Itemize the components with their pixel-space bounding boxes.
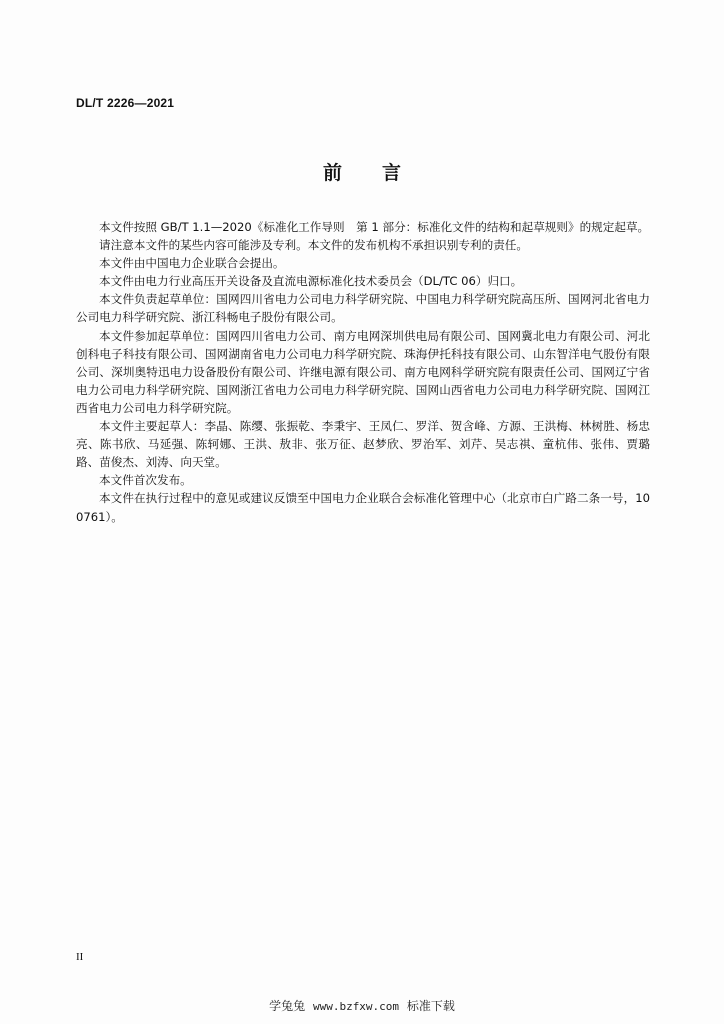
- watermark-site-name: 学兔兔: [269, 999, 306, 1013]
- paragraph: 本文件由中国电力企业联合会提出。: [99, 256, 285, 271]
- watermark-tagline: 标准下载: [406, 999, 455, 1013]
- watermark-url[interactable]: www.bzfxw.com: [312, 1000, 400, 1013]
- paragraph: 本文件按照 GB/T 1.1—2020《标准化工作导则 第 1 部分：标准化文件的结构和起草规则》的规定起草。: [99, 220, 650, 234]
- paragraph: 本文件在执行过程中的意见或建议反馈至中国电力企业联合会标准化管理中心（北京市白广路二条一号，100761）。: [76, 491, 650, 524]
- paragraph: 本文件主要起草人：李晶、陈缨、张振乾、李秉宇、王凤仁、罗洋、贺含峰、方源、王洪梅、林树胜、杨忠亮、陈书欣、马延强、陈轲娜、王洪、敖非、张万征、赵梦欣、罗治军、刘芹、吴志祺、童杭伟、张伟、贾璐路、苗俊杰、刘涛、向天堂。: [76, 419, 650, 470]
- paragraph: 本文件负责起草单位：国网四川省电力公司电力科学研究院、中国电力科学研究院高压所、国网河北省电力公司电力科学研究院、浙江科畅电子股份有限公司。: [76, 292, 650, 325]
- page-title: 前言: [322, 162, 441, 184]
- standard-code: DL/T 2226—2021: [76, 96, 175, 110]
- paragraph: 本文件由电力行业高压开关设备及直流电源标准化技术委员会（DL/TC 06）归口。: [99, 274, 523, 289]
- paragraph: 本文件参加起草单位：国网四川省电力公司、南方电网深圳供电局有限公司、国网冀北电力有限公司、河北创科电子科技有限公司、国网湖南省电力公司电力科学研究院、珠海伊托科技有限公司、山东智洋电气股份有限公司、深圳奥特迅电力设备股份有限公司、许继电源有限公司、南方电网科学研究院有限责任公司、国网辽宁省电力公司电力科学研究院、国网浙江省电力公司电力科学研究院、国网山西省电力公司电力科学研究院、国网江西省电力公司电力科学研究院。: [76, 328, 650, 415]
- page-number: II: [76, 951, 84, 963]
- watermark-footer: [0, 997, 724, 1014]
- paragraph: 请注意本文件的某些内容可能涉及专利。本文件的发布机构不承担识别专利的责任。: [99, 238, 528, 253]
- foreword-body: [76, 218, 650, 526]
- paragraph: 本文件首次发布。: [99, 473, 192, 488]
